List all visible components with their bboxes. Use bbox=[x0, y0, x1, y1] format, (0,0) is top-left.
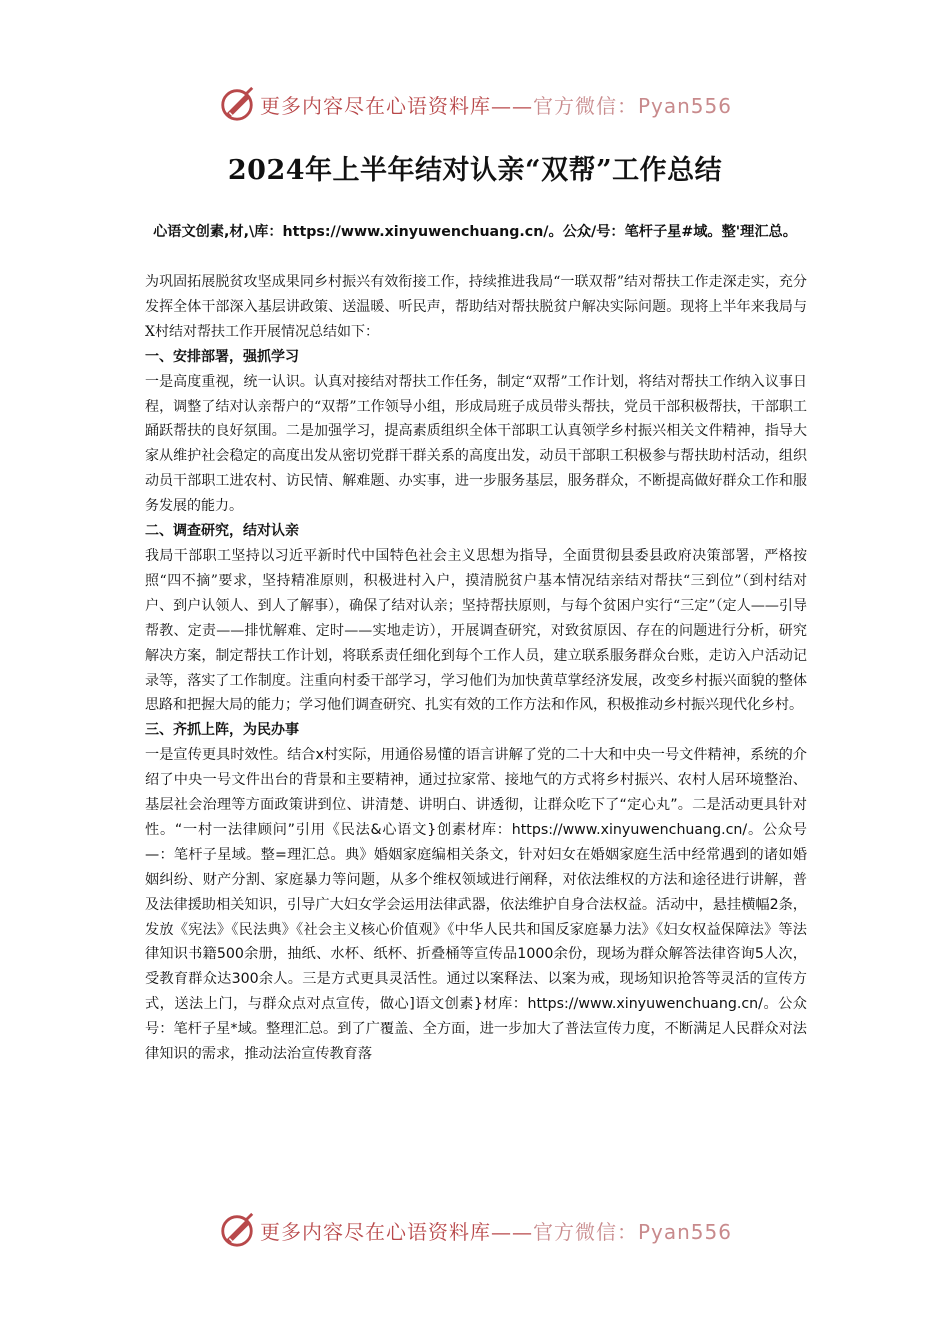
section2-paragraph: 我局干部职工坚持以习近平新时代中国特色社会主义思想为指导，全面贯彻县委县政府决策部署，严格按照“四不摘”要求，坚持精准原则，积极进村入户，摸清脱贫户基本情况结亲结对帮扶“三到位”（到村结对户、到户认领人、到人了解事），确保了结对认亲；坚持帮扶原则，与每个贫困户实行“三定”（定人——引导帮教、定责——排忧解难、定时——实地走访），开展调查研究，对致贫原因、存在的问题进行分析，研究解决方案，制定帮扶工作计划，将联系责任细化到每个工作人员，建立联系服务群众台账，走访入户活动记录等，落实了工作制度。注重向村委干部学习，学习他们为加快黄草掌经济发展，改变乡村振兴面貌的整体思路和把握大局的能力；学习他们调查研究、扎实有效的工作方法和作风，积极推动乡村振兴现代化乡村。 bbox=[145, 547, 807, 714]
watermark-banner-bottom bbox=[0, 1208, 950, 1252]
pen-circle-logo-icon bbox=[218, 1211, 256, 1249]
watermark-banner-top bbox=[0, 82, 950, 126]
pen-circle-logo-icon bbox=[218, 85, 256, 123]
watermark-text: 更多内容尽在心语资料库 bbox=[259, 1219, 491, 1244]
watermark-contact: 官方微信：Pyan556 bbox=[532, 93, 732, 118]
document-body bbox=[145, 270, 807, 1067]
watermark-contact: 官方微信：Pyan556 bbox=[532, 1219, 732, 1244]
intro-paragraph: 为巩固拓展脱贫攻坚成果同乡村振兴有效衔接工作，持续推进我局“一联双帮”结对帮扶工作走深走实，充分发挥全体干部深入基层讲政策、送温暖、听民声，帮助结对帮扶脱贫户解决实际问题。现将上半年来我局与X村结对帮扶工作开展情况总结如下： bbox=[145, 274, 807, 340]
watermark-separator: —— bbox=[490, 1219, 533, 1244]
section3-paragraph: 一是宣传更具时效性。结合x村实际，用通俗易懂的语言讲解了党的二十大和中央一号文件精神，系统的介绍了中央一号文件出台的背景和主要精神，通过拉家常、接地气的方式将乡村振兴、农村人居环境整治、基层社会治理等方面政策讲到位、讲清楚、讲明白、讲透彻，让群众吃下了“定心丸”。二是活动更具针对性。“一村一法律顾问”引用《民法&心语文}创素材库：https://www.xinyuwenchuang.cn/。公众号—：笔杆子星域。整=理汇总。典》婚姻家庭编相关条文，针对妇女在婚姻家庭生活中经常遇到的诸如婚姻纠纷、财产分割、家庭暴力等问题，从多个维权领域进行阐释，对依法维权的方法和途径进行讲解，普及法律援助相关知识，引导广大妇女学会运用法律武器，依法维护自身合法权益。活动中，悬挂横幅2条，发放《宪法》《民法典》《社会主义核心价值观》《中华人民共和国反家庭暴力法》《妇女权益保障法》等法律知识书籍500余册，抽纸、水杯、纸杯、折叠桶等宣传品1000余份，现场为群众解答法律咨询5人次，受教育群众达300余人。三是方式更具灵活性。通过以案释法、以案为戒，现场知识抢答等灵活的宣传方式，送法上门，与群众点对点宣传，做心]语文创素}材库：https://www.xinyuwenchuang.cn/。公众号：笔杆子星*域。整理汇总。到了广覆盖、全方面，进一步加大了普法宣传力度，不断满足人民群众对法律知识的需求，推动法治宣传教育落 bbox=[145, 747, 807, 1063]
watermark-separator: —— bbox=[490, 93, 533, 118]
watermark-text: 更多内容尽在心语资料库 bbox=[259, 93, 491, 118]
section2-heading: 二、调查研究，结对认亲 bbox=[145, 523, 299, 540]
section3-heading: 三、齐抓上阵，为民办事 bbox=[145, 722, 299, 739]
document-title: 2024年上半年结对认亲“双帮”工作总结 bbox=[227, 155, 723, 186]
section1-paragraph: 一是高度重视，统一认识。认真对接结对帮扶工作任务，制定“双帮”工作计划，将结对帮扶工作纳入议事日程，调整了结对认亲帮户的“双帮”工作领导小组，形成局班子成员带头帮扶，党员干部积极帮扶，干部职工踊跃帮扶的良好氛围。二是加强学习，提高素质组织全体干部职工认真领学乡村振兴相关文件精神，指导大家从维护社会稳定的高度出发从密切党群干群关系的高度出发，动员干部职工积极参与帮扶助村活动，组织动员干部职工进农村、访民情、解难题、办实事，进一步服务基层，服务群众，不断提高做好群众工作和服务发展的能力。 bbox=[145, 373, 807, 515]
section1-heading: 一、安排部署，强抓学习 bbox=[145, 348, 299, 365]
source-note: 心语文创素,材,\库：https://www.xinyuwenchuang.cn/。公众/号：笔杆子星#域。整'理汇总。 bbox=[153, 224, 797, 240]
